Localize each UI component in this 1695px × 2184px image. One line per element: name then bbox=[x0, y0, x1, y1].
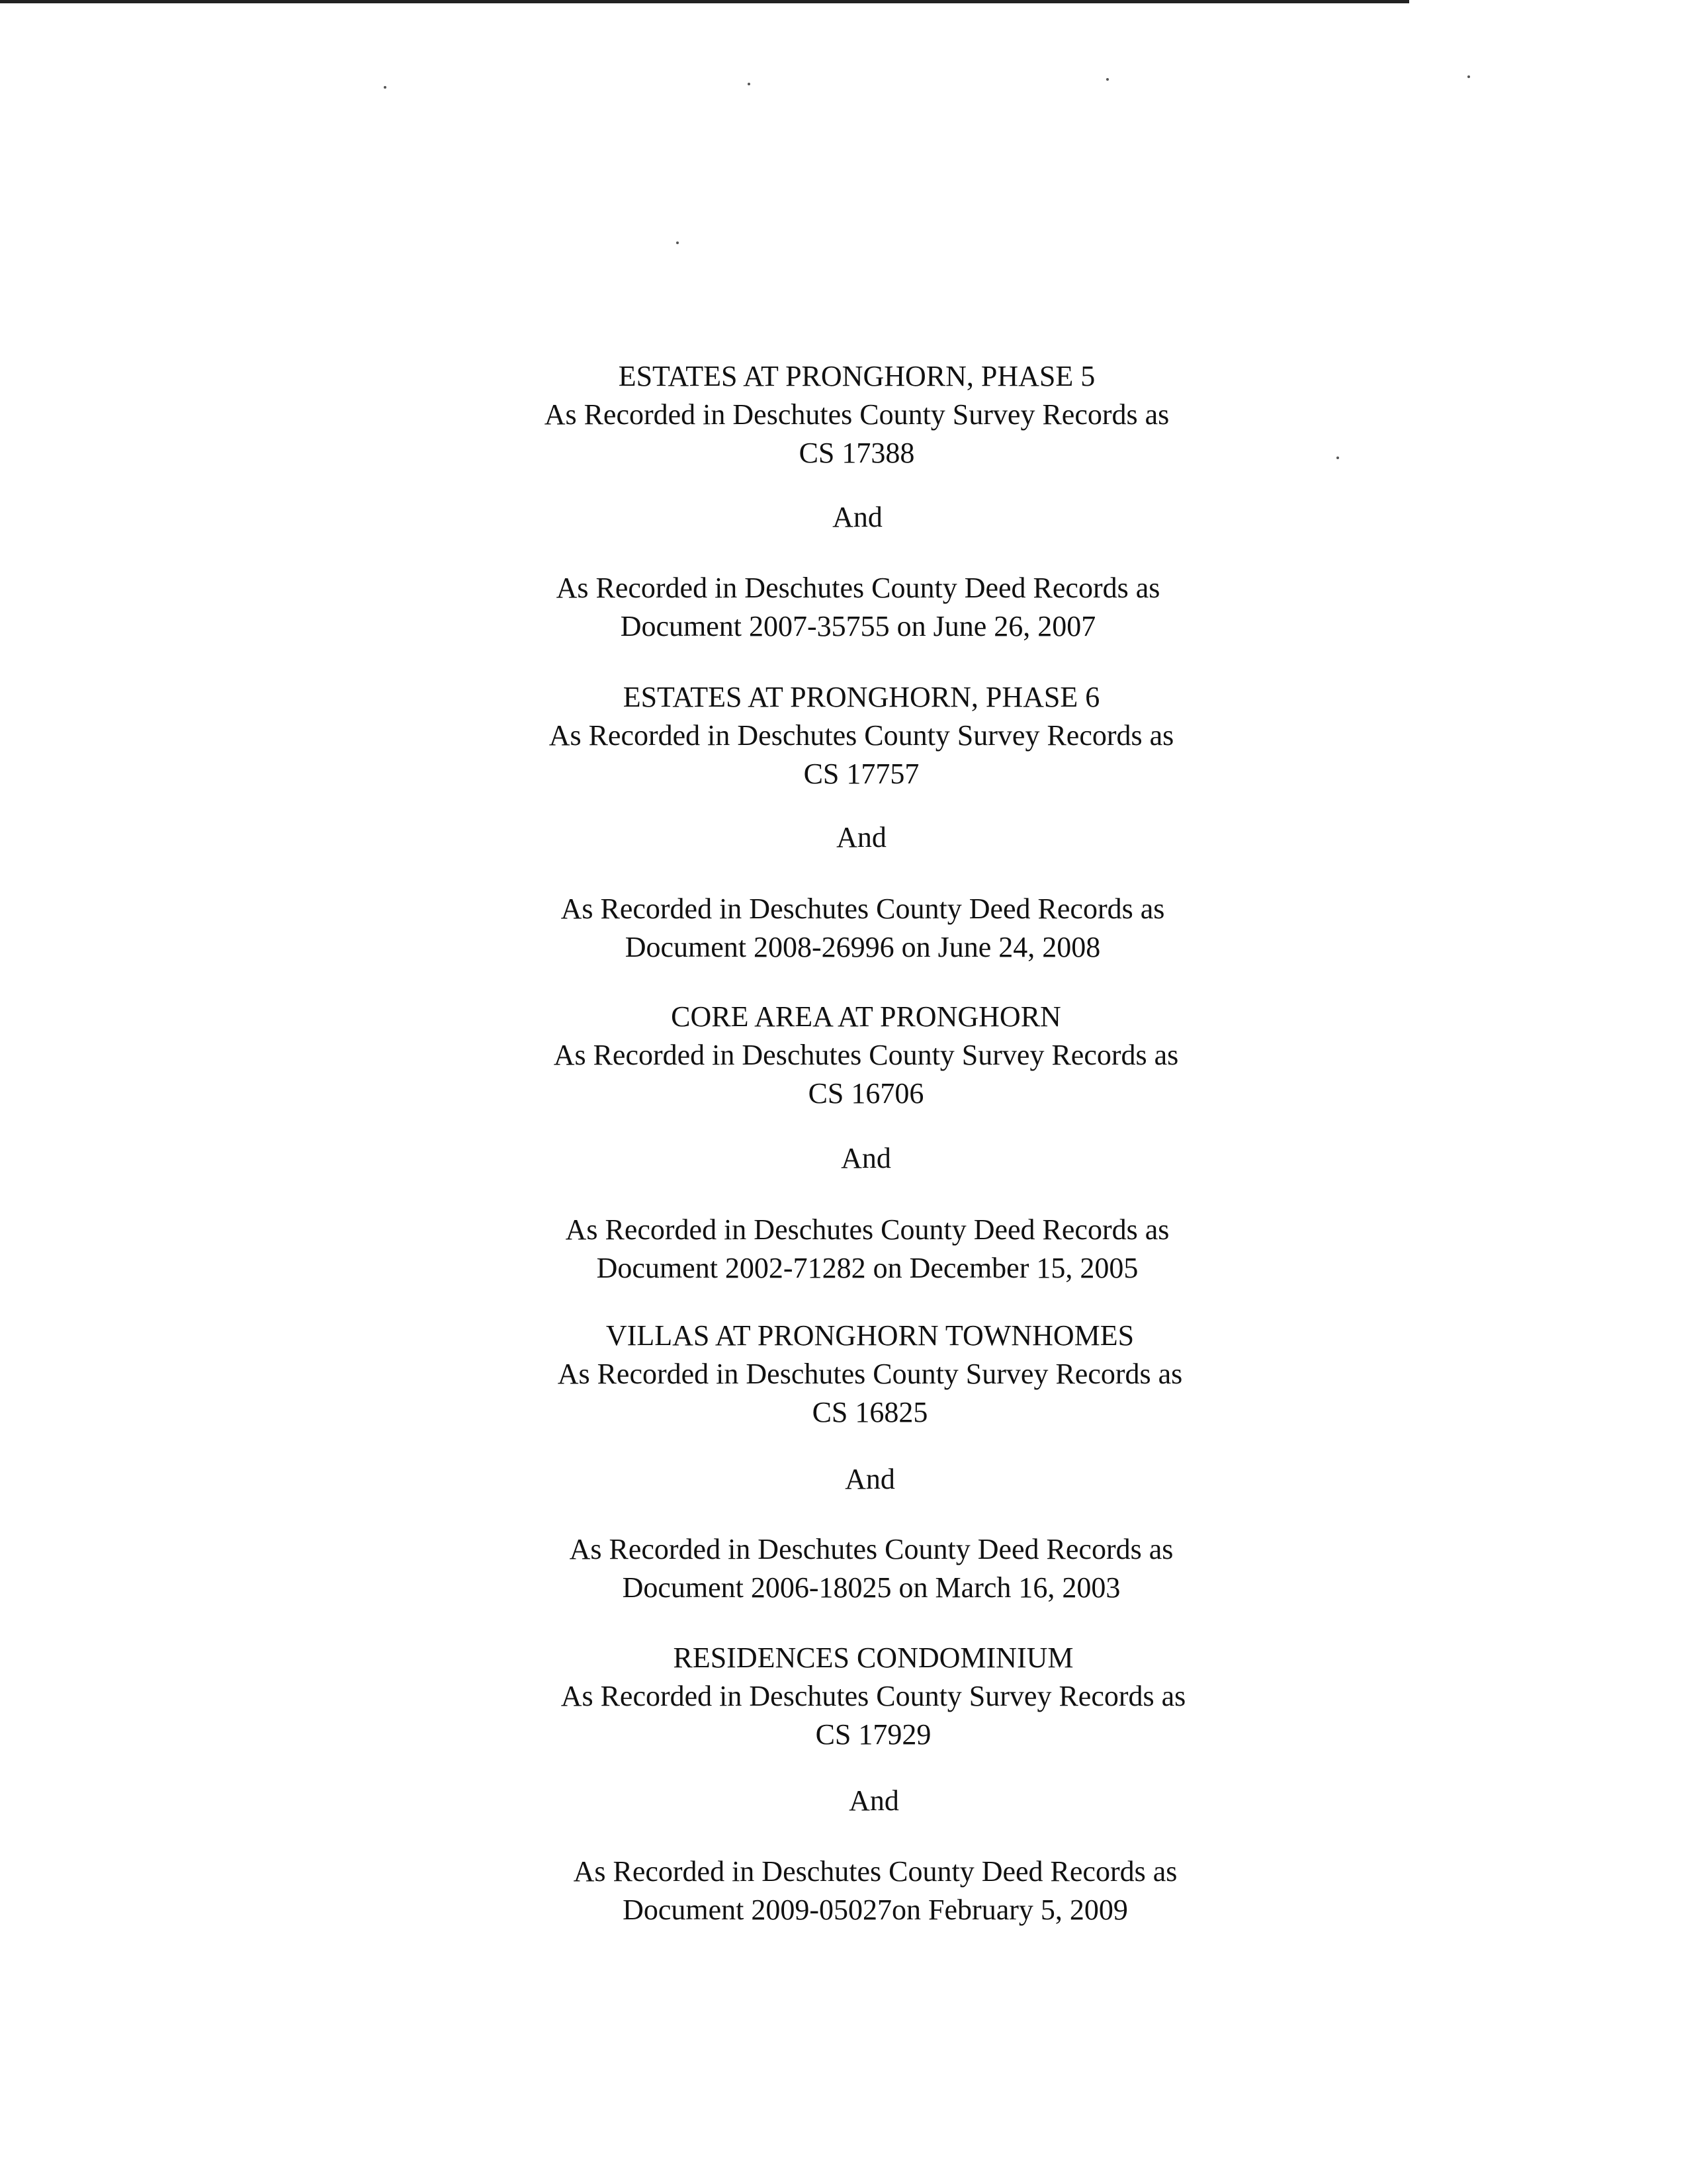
section-deed-block bbox=[433, 890, 1293, 967]
section-survey-block bbox=[436, 998, 1296, 1113]
section-title: ESTATES AT PRONGHORN, PHASE 6 bbox=[623, 681, 1100, 713]
deed-records-line: As Recorded in Deschutes County Deed Records as bbox=[573, 1855, 1178, 1888]
survey-records-line: As Recorded in Deschutes County Survey Records as bbox=[557, 1358, 1183, 1390]
deed-records-line: As Recorded in Deschutes County Deed Records as bbox=[560, 893, 1165, 925]
section-title: VILLAS AT PRONGHORN TOWNHOMES bbox=[605, 1319, 1135, 1352]
survey-number: CS 16825 bbox=[812, 1396, 928, 1428]
survey-records-line: As Recorded in Deschutes County Survey Records as bbox=[560, 1680, 1186, 1712]
section-survey-block bbox=[427, 357, 1287, 472]
deed-document-line: Document 2002-71282 on December 15, 2005 bbox=[596, 1252, 1139, 1284]
section-title: ESTATES AT PRONGHORN, PHASE 5 bbox=[618, 360, 1096, 392]
section-deed-block bbox=[428, 569, 1288, 646]
survey-records-line: As Recorded in Deschutes County Survey Records as bbox=[548, 719, 1174, 752]
and-connector: And bbox=[836, 821, 887, 853]
survey-records-line: As Recorded in Deschutes County Survey Records as bbox=[544, 398, 1170, 431]
deed-records-line: As Recorded in Deschutes County Deed Records as bbox=[556, 572, 1160, 604]
deed-document-line: Document 2007-35755 on June 26, 2007 bbox=[620, 610, 1096, 642]
and-connector: And bbox=[832, 501, 883, 533]
deed-records-line: As Recorded in Deschutes County Deed Records as bbox=[569, 1533, 1174, 1565]
section-survey-block bbox=[440, 1317, 1300, 1432]
survey-records-line: As Recorded in Deschutes County Survey Records as bbox=[553, 1039, 1179, 1071]
section-deed-block bbox=[445, 1853, 1305, 1929]
and-connector: And bbox=[849, 1784, 899, 1817]
survey-number: CS 17929 bbox=[815, 1718, 932, 1751]
section-title: CORE AREA AT PRONGHORN bbox=[671, 1000, 1061, 1033]
and-connector: And bbox=[841, 1142, 891, 1174]
section-title: RESIDENCES CONDOMINIUM bbox=[673, 1641, 1074, 1674]
section-survey-block bbox=[443, 1639, 1303, 1754]
deed-document-line: Document 2009-05027on February 5, 2009 bbox=[623, 1894, 1128, 1926]
deed-records-line: As Recorded in Deschutes County Deed Records as bbox=[565, 1213, 1170, 1246]
section-survey-block bbox=[431, 678, 1291, 793]
section-deed-block bbox=[441, 1530, 1301, 1607]
and-connector: And bbox=[845, 1463, 895, 1495]
deed-document-line: Document 2008-26996 on June 24, 2008 bbox=[625, 931, 1101, 963]
section-deed-block bbox=[437, 1211, 1297, 1288]
survey-number: CS 17388 bbox=[799, 437, 915, 469]
survey-number: CS 16706 bbox=[808, 1077, 924, 1110]
deed-document-line: Document 2006-18025 on March 16, 2003 bbox=[622, 1571, 1121, 1604]
survey-number: CS 17757 bbox=[803, 758, 920, 790]
